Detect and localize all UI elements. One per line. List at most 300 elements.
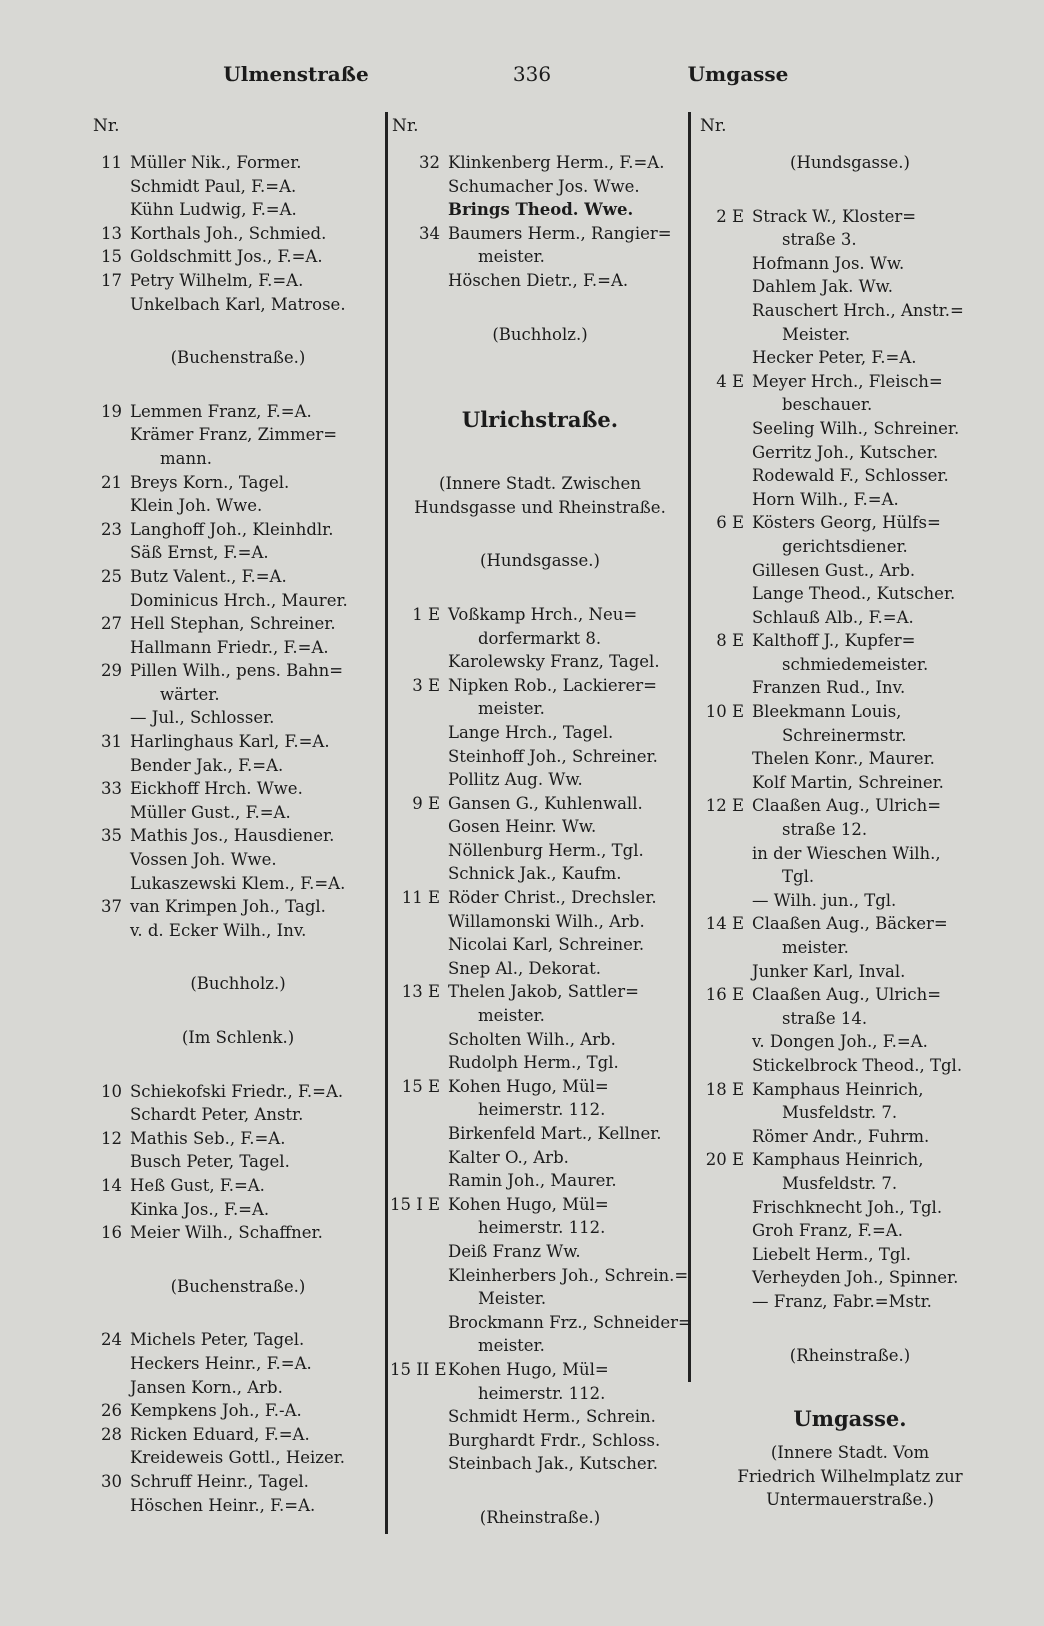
entry-text: Kohen Hugo, Mül=: [448, 1359, 609, 1379]
entry-text: Kolf Martin, Schreiner.: [752, 772, 944, 792]
column-3: [694, 151, 1006, 1512]
resident-entry: [88, 848, 388, 872]
spacer: [88, 1298, 388, 1328]
resident-entry: [390, 980, 690, 1004]
resident-entry: [390, 1240, 690, 1264]
entry-continuation: [694, 323, 1006, 347]
house-number: 29: [101, 661, 122, 681]
entry-continuation: [390, 245, 690, 269]
entry-text: meister.: [478, 247, 545, 267]
entry-text: Mathis Jos., Hausdiener.: [130, 826, 335, 846]
resident-entry: [88, 1470, 388, 1494]
entry-text: Lange Hrch., Tagel.: [448, 722, 614, 742]
column-2: [390, 151, 690, 1530]
entry-text: Schumacher Jos. Wwe.: [448, 176, 640, 196]
entry-text: Gosen Heinr. Ww.: [448, 817, 597, 837]
resident-entry: [390, 815, 690, 839]
entry-continuation: [694, 653, 1006, 677]
house-number: 16 E: [705, 985, 744, 1005]
resident-entry: [390, 886, 690, 910]
entry-text: Seeling Wilh., Schreiner.: [752, 418, 960, 438]
entry-text: Ricken Eduard, F.=A.: [130, 1424, 310, 1444]
spacer: [88, 996, 388, 1026]
resident-entry: [694, 582, 1006, 606]
resident-entry: [88, 919, 388, 943]
entry-text: — Wilh. jun., Tgl.: [752, 890, 897, 910]
resident-entry: [88, 659, 388, 683]
house-number: 31: [101, 732, 122, 752]
entry-text: Claaßen Aug., Ulrich=: [752, 796, 942, 816]
spacer: [694, 1314, 1006, 1344]
house-number: 16: [101, 1223, 122, 1243]
house-number: 32: [419, 153, 440, 172]
resident-entry: [694, 511, 1006, 535]
resident-entry: [88, 175, 388, 199]
house-number: 24: [101, 1330, 122, 1350]
entry-text: Ramin Joh., Maurer.: [448, 1171, 617, 1191]
entry-text: Gansen G., Kuhlenwall.: [448, 793, 643, 813]
resident-entry: [694, 205, 1006, 229]
resident-entry: [694, 676, 1006, 700]
resident-entry: [88, 1399, 388, 1423]
house-number: 19: [101, 401, 122, 421]
entry-continuation: [390, 697, 690, 721]
house-number: 17: [101, 270, 122, 290]
resident-entry: [694, 1125, 1006, 1149]
entry-text: Meyer Hrch., Fleisch=: [752, 371, 943, 391]
street-description: (Innere Stadt. Vom: [770, 1443, 930, 1463]
spacer: [88, 942, 388, 972]
spacer: [390, 573, 690, 603]
house-number: 33: [101, 779, 122, 799]
entry-text: Lemmen Franz, F.=A.: [130, 401, 312, 421]
entry-text: Liebelt Herm., Tgl.: [752, 1244, 911, 1264]
entry-text: Kempkens Joh., F.-A.: [130, 1401, 302, 1421]
entry-text: Dominicus Hrch., Maurer.: [130, 590, 348, 610]
entry-text: straße 3.: [782, 230, 857, 250]
resident-entry: [694, 464, 1006, 488]
entry-text: Schreinermstr.: [782, 725, 907, 745]
entry-continuation: [694, 535, 1006, 559]
entry-continuation: [88, 683, 388, 707]
resident-entry: [694, 889, 1006, 913]
entry-text: — Franz, Fabr.=Mstr.: [752, 1291, 932, 1311]
spacer: [88, 1245, 388, 1275]
resident-entry: [88, 269, 388, 293]
resident-entry: [88, 589, 388, 613]
house-number: 15 I E: [390, 1194, 441, 1214]
entry-text: Steinbach Jak., Kutscher.: [448, 1454, 658, 1474]
entry-text: Kühn Ludwig, F.=A.: [130, 200, 297, 220]
resident-entry: [88, 518, 388, 542]
cross-street-heading: (Buchenstraße.): [170, 1276, 306, 1296]
entry-text: Rauschert Hrch., Anstr.=: [752, 300, 964, 320]
resident-entry: [694, 1054, 1006, 1078]
resident-entry: [694, 1030, 1006, 1054]
resident-entry: [694, 912, 1006, 936]
resident-entry: [390, 1311, 690, 1335]
house-number: 11 E: [401, 888, 440, 908]
entry-text: Willamonski Wilh., Arb.: [448, 911, 645, 931]
entry-text: Kreideweis Gottl., Heizer.: [130, 1448, 346, 1468]
entry-text: Goldschmitt Jos., F.=A.: [130, 247, 323, 267]
entry-text: Petry Wilhelm, F.=A.: [130, 270, 304, 290]
entry-text: Hell Stephan, Schreiner.: [130, 614, 336, 634]
entry-continuation: [694, 228, 1006, 252]
entry-text: Pillen Wilh., pens. Bahn=: [130, 661, 344, 681]
resident-entry: [88, 754, 388, 778]
house-number: 12: [101, 1128, 122, 1148]
entry-text: Gerritz Joh., Kutscher.: [752, 442, 939, 462]
nr-label-col2: Nr.: [392, 116, 419, 136]
resident-entry: [694, 1196, 1006, 1220]
resident-entry: [88, 565, 388, 589]
resident-entry: [390, 1405, 690, 1429]
house-number: 15 II E: [390, 1359, 447, 1379]
entry-text: Meister.: [782, 324, 851, 344]
entry-text: Schnick Jak., Kaufm.: [448, 864, 622, 884]
entry-text: straße 14.: [782, 1008, 868, 1028]
entry-text: Franzen Rud., Inv.: [752, 678, 906, 698]
resident-entry: [694, 346, 1006, 370]
running-header-left: Ulmenstraße: [223, 62, 369, 86]
entry-text: Schruff Heinr., Tagel.: [130, 1471, 309, 1491]
house-number: 35: [101, 826, 122, 846]
entry-text: Säß Ernst, F.=A.: [130, 543, 269, 563]
entry-text: v. Dongen Joh., F.=A.: [752, 1032, 928, 1052]
entry-continuation: [694, 1172, 1006, 1196]
resident-entry: [694, 417, 1006, 441]
spacer: [88, 370, 388, 400]
entry-text: Höschen Dietr., F.=A.: [448, 270, 629, 290]
resident-entry: [88, 1198, 388, 1222]
resident-entry: [88, 1328, 388, 1352]
resident-entry: [390, 957, 690, 981]
entry-text: Schmidt Paul, F.=A.: [130, 176, 297, 196]
resident-entry: [694, 794, 1006, 818]
resident-entry: [694, 1078, 1006, 1102]
resident-entry: [390, 650, 690, 674]
resident-entry: [88, 1080, 388, 1104]
spacer: [88, 316, 388, 346]
entry-text: Römer Andr., Fuhrm.: [752, 1126, 930, 1146]
entry-text: Horn Wilh., F.=A.: [752, 489, 899, 509]
entry-text: Tgl.: [782, 867, 815, 887]
entry-text: Hallmann Friedr., F.=A.: [130, 637, 329, 657]
entry-text: Schiekofski Friedr., F.=A.: [130, 1081, 344, 1101]
resident-entry: [694, 771, 1006, 795]
house-number: 37: [101, 897, 122, 917]
entry-text: Snep Al., Dekorat.: [448, 958, 601, 978]
cross-street-heading: (Buchenstraße.): [170, 348, 306, 368]
resident-entry: [390, 603, 690, 627]
house-number: 30: [101, 1471, 122, 1491]
cross-street-heading: (Im Schlenk.): [181, 1028, 295, 1047]
house-number: 20 E: [705, 1150, 744, 1170]
entry-text: Vossen Joh. Wwe.: [130, 850, 277, 870]
resident-entry: [694, 960, 1006, 984]
entry-text: straße 12.: [782, 820, 868, 840]
house-number: 34: [419, 223, 440, 243]
entry-text: heimerstr. 112.: [478, 1218, 606, 1238]
resident-entry: [88, 730, 388, 754]
spacer: [390, 346, 690, 398]
entry-text: beschauer.: [782, 395, 873, 415]
entry-text: Kohen Hugo, Mül=: [448, 1076, 609, 1096]
entry-text: Schlauß Alb., F.=A.: [752, 607, 914, 627]
house-number: 25: [101, 566, 122, 586]
entry-text: Michels Peter, Tagel.: [130, 1330, 305, 1350]
resident-entry: [694, 441, 1006, 465]
entry-text: Eickhoff Hrch. Wwe.: [130, 779, 303, 799]
resident-entry: [390, 1146, 690, 1170]
entry-text: Röder Christ., Drechsler.: [448, 888, 657, 908]
entry-text: van Krimpen Joh., Tagl.: [130, 897, 326, 917]
nr-label-col3: Nr.: [700, 116, 727, 136]
resident-entry: [88, 1174, 388, 1198]
house-number: 1 E: [412, 604, 440, 624]
entry-text: Meier Wilh., Schaffner.: [130, 1223, 323, 1243]
entry-text: heimerstr. 112.: [478, 1100, 606, 1120]
house-number: 21: [101, 472, 122, 492]
resident-entry: [694, 747, 1006, 771]
resident-entry: [694, 1290, 1006, 1314]
entry-continuation: [390, 1004, 690, 1028]
entry-text: Kalter O., Arb.: [448, 1147, 569, 1167]
entry-text: Scholten Wilh., Arb.: [448, 1029, 616, 1049]
resident-entry: [390, 674, 690, 698]
entry-text: Musfeldstr. 7.: [782, 1103, 898, 1123]
entry-text: Müller Gust., F.=A.: [130, 802, 291, 822]
resident-entry: [88, 151, 388, 175]
resident-entry: [88, 423, 388, 447]
resident-entry: [88, 293, 388, 317]
entry-text: Kalthoff J., Kupfer=: [752, 631, 916, 651]
spacer: [694, 175, 1006, 205]
entry-continuation: [694, 865, 1006, 889]
house-number: 15: [101, 247, 122, 267]
entry-text: Hecker Peter, F.=A.: [752, 348, 917, 368]
entry-continuation: [694, 1101, 1006, 1125]
street-description: (Innere Stadt. Zwischen: [439, 474, 641, 494]
resident-entry: [88, 494, 388, 518]
entry-text: — Jul., Schlosser.: [130, 708, 275, 728]
entry-text: Gillesen Gust., Arb.: [752, 560, 916, 580]
column-1: [88, 151, 388, 1517]
house-number: 12 E: [705, 796, 744, 816]
entry-text: Claaßen Aug., Ulrich=: [752, 985, 942, 1005]
entry-text: Steinhoff Joh., Schreiner.: [448, 746, 658, 766]
entry-text: Frischknecht Joh., Tgl.: [752, 1197, 943, 1217]
street-title: Umgasse.: [793, 1406, 907, 1432]
house-number: 4 E: [716, 371, 744, 391]
resident-entry: [390, 745, 690, 769]
entry-text: Klein Joh. Wwe.: [130, 496, 263, 516]
cross-street-heading: (Hundsgasse.): [480, 551, 600, 571]
house-number: 13: [101, 223, 122, 243]
entry-text: Heß Gust, F.=A.: [130, 1175, 265, 1195]
page-number: 336: [512, 62, 552, 86]
resident-entry: [390, 1264, 690, 1288]
entry-text: schmiedemeister.: [782, 654, 929, 674]
entry-text: gerichtsdiener.: [782, 536, 908, 556]
street-title: Ulrichstraße.: [461, 407, 619, 433]
entry-text: in der Wieschen Wilh.,: [752, 843, 941, 863]
resident-entry: [694, 275, 1006, 299]
entry-text: heimerstr. 112.: [478, 1383, 606, 1403]
entry-text: Dahlem Jak. Ww.: [752, 277, 893, 297]
entry-continuation: [694, 1007, 1006, 1031]
entry-continuation: [390, 1098, 690, 1122]
resident-entry: [88, 1150, 388, 1174]
entry-text: Deiß Franz Ww.: [448, 1241, 581, 1261]
entry-continuation: [694, 724, 1006, 748]
entry-text: Butz Valent., F.=A.: [130, 566, 287, 586]
spacer: [694, 1367, 1006, 1397]
house-number: 27: [101, 614, 122, 634]
entry-text: Kleinherbers Joh., Schrein.=: [448, 1265, 689, 1285]
entry-text: Kohen Hugo, Mül=: [448, 1194, 609, 1214]
entry-text: Kösters Georg, Hülfs=: [752, 513, 941, 533]
resident-entry: [694, 370, 1006, 394]
resident-entry: [88, 400, 388, 424]
entry-text: Musfeldstr. 7.: [782, 1173, 898, 1193]
entry-text: v. d. Ecker Wilh., Inv.: [130, 920, 307, 940]
entry-text: Groh Franz, F.=A.: [752, 1221, 903, 1241]
entry-text: Schmidt Herm., Schrein.: [448, 1407, 656, 1427]
entry-text: Krämer Franz, Zimmer=: [130, 425, 338, 445]
resident-entry: [88, 824, 388, 848]
entry-text: Kamphaus Heinrich,: [752, 1150, 924, 1170]
resident-entry: [390, 1122, 690, 1146]
entry-continuation: [390, 1216, 690, 1240]
entry-text: Höschen Heinr., F.=A.: [130, 1495, 316, 1515]
entry-text: Karolewsky Franz, Tagel.: [448, 652, 660, 672]
resident-entry: [390, 1452, 690, 1476]
house-number: 8 E: [716, 631, 744, 651]
entry-text: Stickelbrock Theod., Tgl.: [752, 1055, 963, 1075]
resident-entry: [694, 606, 1006, 630]
resident-entry: [694, 700, 1006, 724]
resident-entry: [390, 175, 690, 199]
resident-entry: [88, 471, 388, 495]
entry-text: Lange Theod., Kutscher.: [752, 584, 956, 604]
resident-entry: [88, 706, 388, 730]
resident-entry: [694, 488, 1006, 512]
entry-text: meister.: [782, 938, 849, 957]
resident-entry: [390, 792, 690, 816]
house-number: 6 E: [716, 513, 744, 533]
entry-text: Claaßen Aug., Bäcker=: [752, 914, 948, 934]
house-number: 26: [101, 1401, 122, 1421]
resident-entry: [88, 1446, 388, 1470]
resident-entry: [694, 299, 1006, 323]
house-number: 13 E: [401, 982, 440, 1002]
resident-entry: [88, 1376, 388, 1400]
resident-entry: [390, 933, 690, 957]
entry-text: Langhoff Joh., Kleinhdlr.: [130, 519, 334, 539]
entry-text: Schardt Peter, Anstr.: [130, 1105, 304, 1125]
resident-entry: [88, 198, 388, 222]
house-number: 15 E: [401, 1076, 440, 1096]
house-number: 10 E: [705, 702, 744, 722]
house-number: 2 E: [716, 206, 744, 226]
entry-text: Müller Nik., Former.: [130, 153, 302, 172]
resident-entry: [390, 1051, 690, 1075]
spacer: [390, 1476, 690, 1506]
entry-text: Kinka Jos., F.=A.: [130, 1199, 270, 1219]
entry-continuation: [390, 1382, 690, 1406]
resident-entry: [390, 269, 690, 293]
entry-text: Bleekmann Louis,: [752, 702, 902, 722]
resident-entry: [88, 636, 388, 660]
entry-continuation: [694, 936, 1006, 960]
entry-text: Brockmann Frz., Schneider=: [448, 1312, 692, 1332]
entry-text: Heckers Heinr., F.=A.: [130, 1353, 312, 1373]
house-number: 23: [101, 519, 122, 539]
resident-entry: [694, 1243, 1006, 1267]
entry-text: mann.: [160, 448, 212, 468]
entry-text: Mathis Seb., F.=A.: [130, 1128, 286, 1148]
entry-text: Nipken Rob., Lackierer=: [448, 675, 658, 695]
street-description: Hundsgasse und Rheinstraße.: [414, 497, 666, 517]
resident-entry: [88, 1352, 388, 1376]
entry-continuation: [390, 627, 690, 651]
house-number: 14 E: [705, 914, 744, 934]
resident-entry: [88, 1494, 388, 1518]
entry-text: Nöllenburg Herm., Tgl.: [448, 840, 644, 860]
entry-text: Brings Theod. Wwe.: [448, 200, 634, 220]
resident-entry: [390, 862, 690, 886]
resident-entry: [88, 1103, 388, 1127]
resident-entry: [88, 895, 388, 919]
resident-entry: [390, 910, 690, 934]
entry-continuation: [390, 1287, 690, 1311]
entry-text: Nicolai Karl, Schreiner.: [448, 935, 645, 955]
resident-entry: [88, 222, 388, 246]
resident-entry: [390, 151, 690, 175]
entry-text: Thelen Jakob, Sattler=: [448, 982, 639, 1002]
entry-text: Voßkamp Hrch., Neu=: [448, 604, 638, 624]
entry-text: wärter.: [160, 684, 220, 704]
entry-text: Jansen Korn., Arb.: [130, 1377, 283, 1397]
entry-text: Korthals Joh., Schmied.: [130, 223, 327, 243]
entry-text: Burghardt Frdr., Schloss.: [448, 1430, 661, 1450]
entry-text: Klinkenberg Herm., F.=A.: [448, 153, 665, 172]
resident-entry: [88, 1221, 388, 1245]
resident-entry: [88, 541, 388, 565]
spacer: [88, 1050, 388, 1080]
resident-entry: [88, 1423, 388, 1447]
entry-text: Kamphaus Heinrich,: [752, 1079, 924, 1099]
entry-text: Harlinghaus Karl, F.=A.: [130, 732, 330, 752]
resident-entry: [390, 1075, 690, 1099]
entry-text: Hofmann Jos. Ww.: [752, 253, 905, 273]
entry-text: Bender Jak., F.=A.: [130, 755, 284, 775]
resident-entry: [694, 629, 1006, 653]
entry-text: Baumers Herm., Rangier=: [448, 223, 672, 243]
entry-text: Lukaszewski Klem., F.=A.: [130, 873, 346, 893]
cross-street-heading: (Buchholz.): [190, 974, 286, 994]
resident-entry: [390, 1358, 690, 1382]
entry-text: Verheyden Joh., Spinner.: [752, 1268, 959, 1288]
resident-entry: [390, 721, 690, 745]
resident-entry: [694, 842, 1006, 866]
resident-entry: [390, 198, 690, 222]
street-description: Friedrich Wilhelmplatz zur: [737, 1466, 963, 1486]
resident-entry: [390, 1028, 690, 1052]
running-header-right: Umgasse: [687, 62, 789, 86]
